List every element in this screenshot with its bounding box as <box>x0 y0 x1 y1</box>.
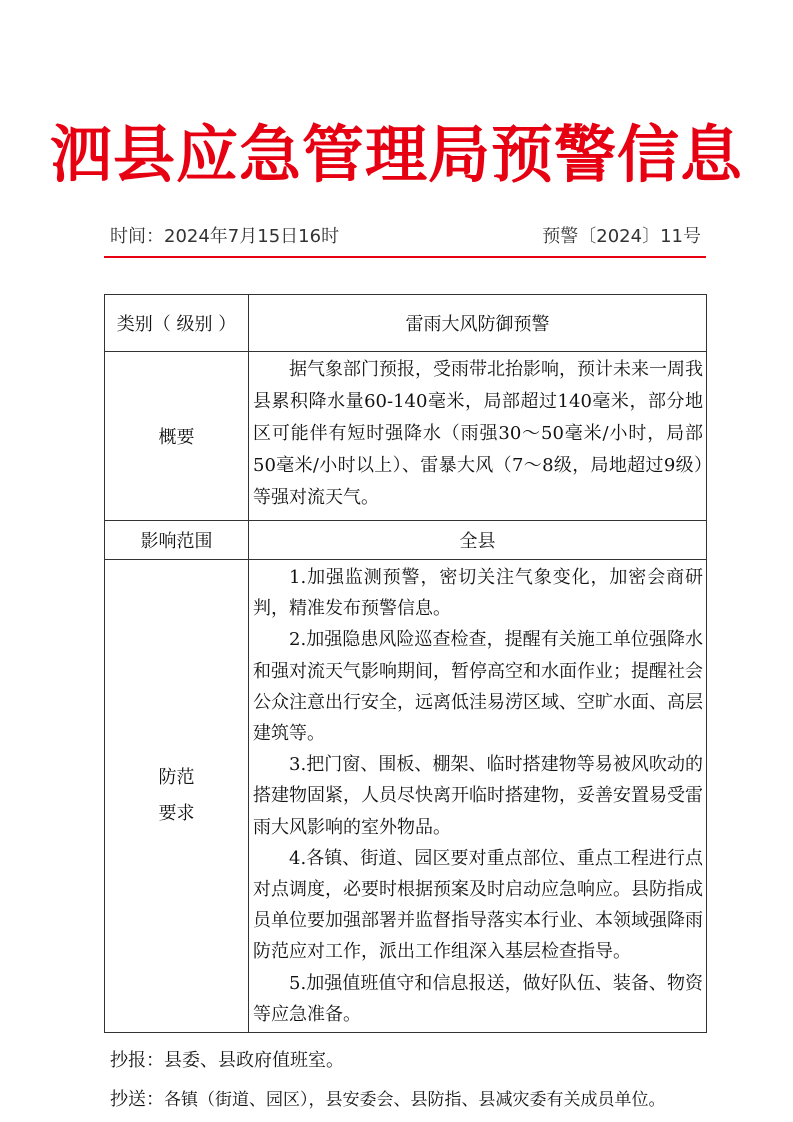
cc-value: 县委、县政府值班室。 <box>164 1050 344 1071</box>
table-row-scope <box>105 521 707 560</box>
requirement-item: 2.加强隐患风险巡查检查，提醒有关施工单位强降水和强对流天气影响期间，暂停高空和水面作业；提醒社会公众注意出行安全，远离低洼易涝区域、空旷水面、高层建筑等。 <box>253 629 703 745</box>
requirement-item: 1.加强监测预警，密切关注气象变化，加密会商研判，精准发布预警信息。 <box>253 567 703 620</box>
send-line <box>110 1085 666 1111</box>
summary-label: 概要 <box>105 352 249 521</box>
page-title: 泗县应急管理局预警信息 <box>49 118 743 191</box>
requirements-label <box>105 560 249 1033</box>
summary-text: 据气象部门预报，受雨带北抬影响，预计未来一周我县累积降水量60-140毫米，局部超过140毫米，部分地区可能伴有短时强降水（雨强30～50毫米/小时，局部50毫米/小时以上）、雷暴大风（7～8级，局地超过9级）等强对流天气。 <box>253 359 703 508</box>
requirement-item: 3.把门窗、围板、棚架、临时搭建物等易被风吹动的搭建物固紧，人员尽快离开临时搭建物，妥善安置易受雷雨大风影响的室外物品。 <box>253 754 703 838</box>
requirement-item: 5.加强值班值守和信息报送，做好队伍、装备、物资等应急准备。 <box>253 972 703 1025</box>
send-value: 各镇（街道、园区），县安委会、县防指、县减灾委有关成员单位。 <box>164 1090 666 1110</box>
issue-number: 预警〔2024〕11号 <box>542 226 701 247</box>
cc-label: 抄报： <box>110 1050 164 1071</box>
red-divider <box>104 256 706 258</box>
table-row-requirements <box>105 560 707 1033</box>
scope-value: 全县 <box>249 521 707 560</box>
requirements-cell <box>249 560 707 1033</box>
issue-time: 时间：2024年7月15日16时 <box>110 226 340 247</box>
requirements-label-line2: 要求 <box>158 803 195 825</box>
table-row-category <box>105 295 707 352</box>
requirements-label-line1: 防范 <box>158 767 195 789</box>
summary-cell <box>249 352 707 521</box>
table-row-summary <box>105 352 707 521</box>
scope-label: 影响范围 <box>105 521 249 560</box>
send-label: 抄送： <box>110 1089 164 1110</box>
warning-table <box>104 294 707 1033</box>
category-value: 雷雨大风防御预警 <box>249 295 707 352</box>
requirement-item: 4.各镇、街道、园区要对重点部位、重点工程进行点对点调度，必要时根据预案及时启动应急响应。县防指成员单位要加强部署并监督指导落实本行业、本领域强降雨防范应对工作，派出工作组深入基层检查指导。 <box>253 847 703 963</box>
cc-line <box>110 1046 344 1072</box>
category-label: 类别（ 级别 ） <box>105 295 249 352</box>
